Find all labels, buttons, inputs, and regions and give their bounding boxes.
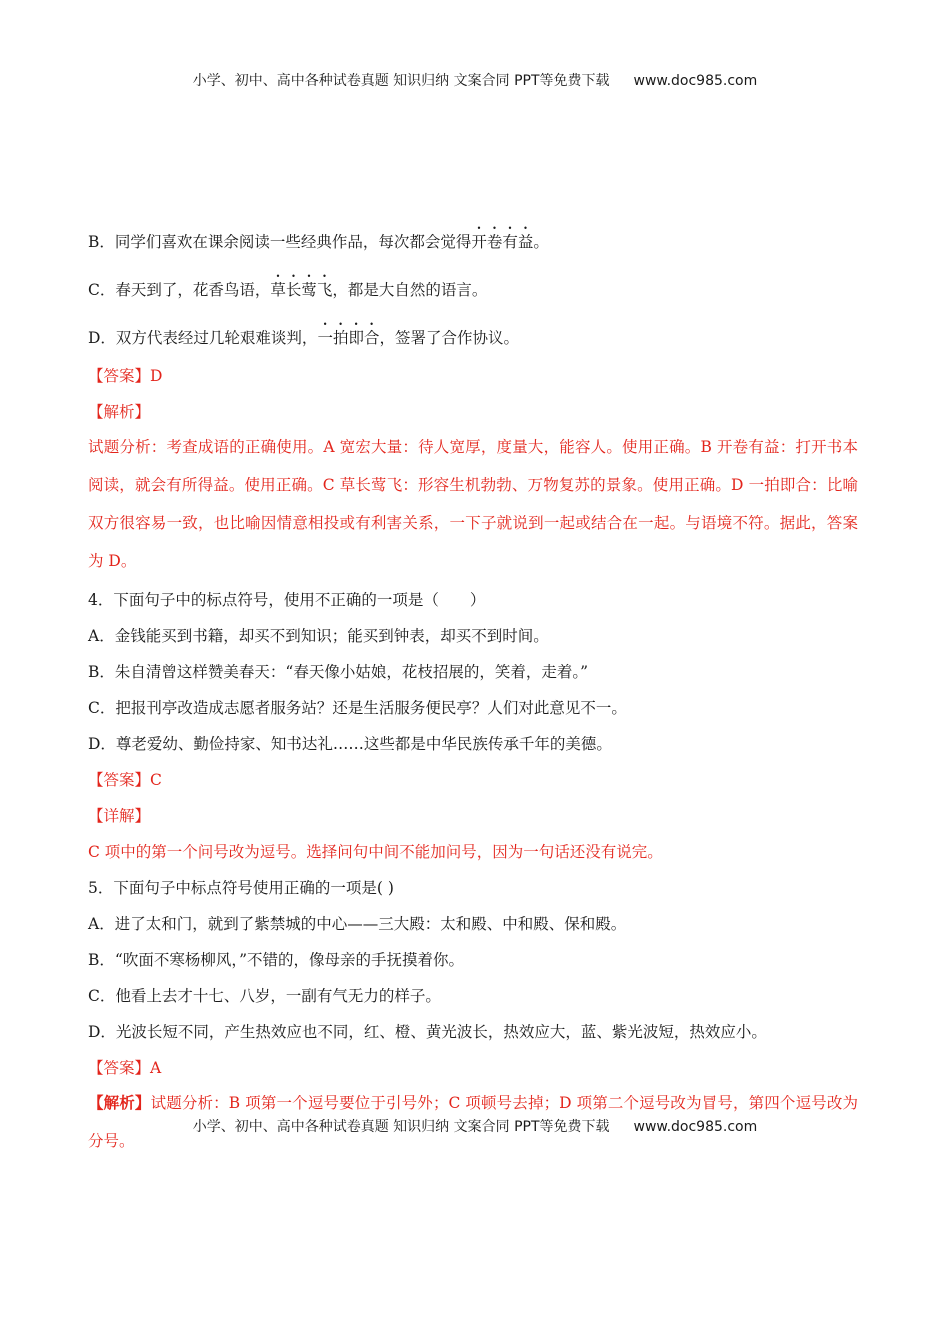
footer-site[interactable]: www.doc985.com	[633, 1119, 758, 1135]
q4-stem: 4．下面句子中的标点符号，使用不正确的一项是（ ）	[88, 591, 486, 609]
q3-option-d	[88, 320, 858, 348]
page-footer	[0, 1116, 950, 1136]
header-text: 小学、初中、高中各种试卷真题 知识归纳 文案合同 PPT等免费下载	[192, 73, 610, 89]
q4-option-d: D．尊老爱幼、勤俭持家、知书达礼……这些都是中华民族传承千年的美德。	[88, 735, 612, 753]
header-site[interactable]: www.doc985.com	[633, 73, 758, 89]
q3-analysis: 试题分析：考查成语的正确使用。A 宽宏大量：待人宽厚，度量大，能容人。使用正确。B 开卷有益：打开书本阅读，就会有所得益。使用正确。C 草长莺飞：形容生机勃勃、万物复苏的景象。使用正确。D 一拍即合：比喻双方很容易一致，也比喻因情意相投或有利害关系，一下子就说到一起或结合在一起。与语境不符。据此，答案为 D。	[88, 438, 858, 570]
option-c-text: C．春天到了，花香鸟语，	[88, 281, 271, 299]
option-d-end: ，签署了合作协议。	[379, 329, 519, 347]
q3-option-b	[88, 224, 858, 252]
q5-option-b: B．“吹面不寒杨柳风，”不错的，像母亲的手抚摸着你。	[88, 951, 464, 969]
page-header	[0, 70, 950, 90]
q5-option-a: A．进了太和门，就到了紫禁城的中心——三大殿：太和殿、中和殿、保和殿。	[88, 915, 627, 933]
option-b-text: B．同学们喜欢在课余阅读一些经典作品，每次都会觉得	[88, 233, 472, 251]
option-b-end: 。	[533, 233, 549, 251]
q4-option-b: B．朱自清曾这样赞美春天：“春天像小姑娘，花枝招展的，笑着，走着。”	[88, 663, 588, 681]
q4-answer: 【答案】C	[88, 771, 162, 789]
q4-detail: C 项中的第一个问号改为逗号。选择问句中间不能加问号，因为一句话还没有说完。	[88, 843, 663, 861]
document-body	[88, 216, 858, 1160]
q3-analysis-label: 【解析】	[88, 403, 151, 421]
option-c-idiom: 草长莺飞	[270, 281, 333, 299]
q5-analysis-text: 试题分析：B 项第一个逗号要位于引号外；C 项顿号去掉；D 项第二个逗号改为冒号，第四个逗号改为分号。	[88, 1094, 858, 1150]
q3-option-c	[88, 272, 858, 300]
q5-option-d: D．光波长短不同，产生热效应也不同，红、橙、黄光波长，热效应大，蓝、紫光波短，热效应小。	[88, 1023, 767, 1041]
q5-answer: 【答案】A	[88, 1059, 162, 1077]
q4-option-c: C．把报刊亭改造成志愿者服务站？还是生活服务便民亭？人们对此意见不一。	[88, 699, 627, 717]
option-d-idiom: 一拍即合	[317, 329, 380, 347]
option-c-end: ，都是大自然的语言。	[332, 281, 488, 299]
footer-text: 小学、初中、高中各种试卷真题 知识归纳 文案合同 PPT等免费下载	[192, 1119, 610, 1135]
q4-detail-label: 【详解】	[88, 807, 151, 825]
q4-option-a: A．金钱能买到书籍，却买不到知识；能买到钟表，却买不到时间。	[88, 627, 549, 645]
q3-answer: 【答案】D	[88, 367, 163, 385]
q5-option-c: C．他看上去才十七、八岁，一副有气无力的样子。	[88, 987, 441, 1005]
option-d-text: D．双方代表经过几轮艰难谈判，	[88, 329, 318, 347]
q5-analysis-label: 【解析】	[88, 1093, 151, 1112]
q5-stem: 5．下面句子中标点符号使用正确的一项是( )	[88, 879, 394, 897]
option-b-idiom: 开卷有益	[471, 233, 534, 251]
